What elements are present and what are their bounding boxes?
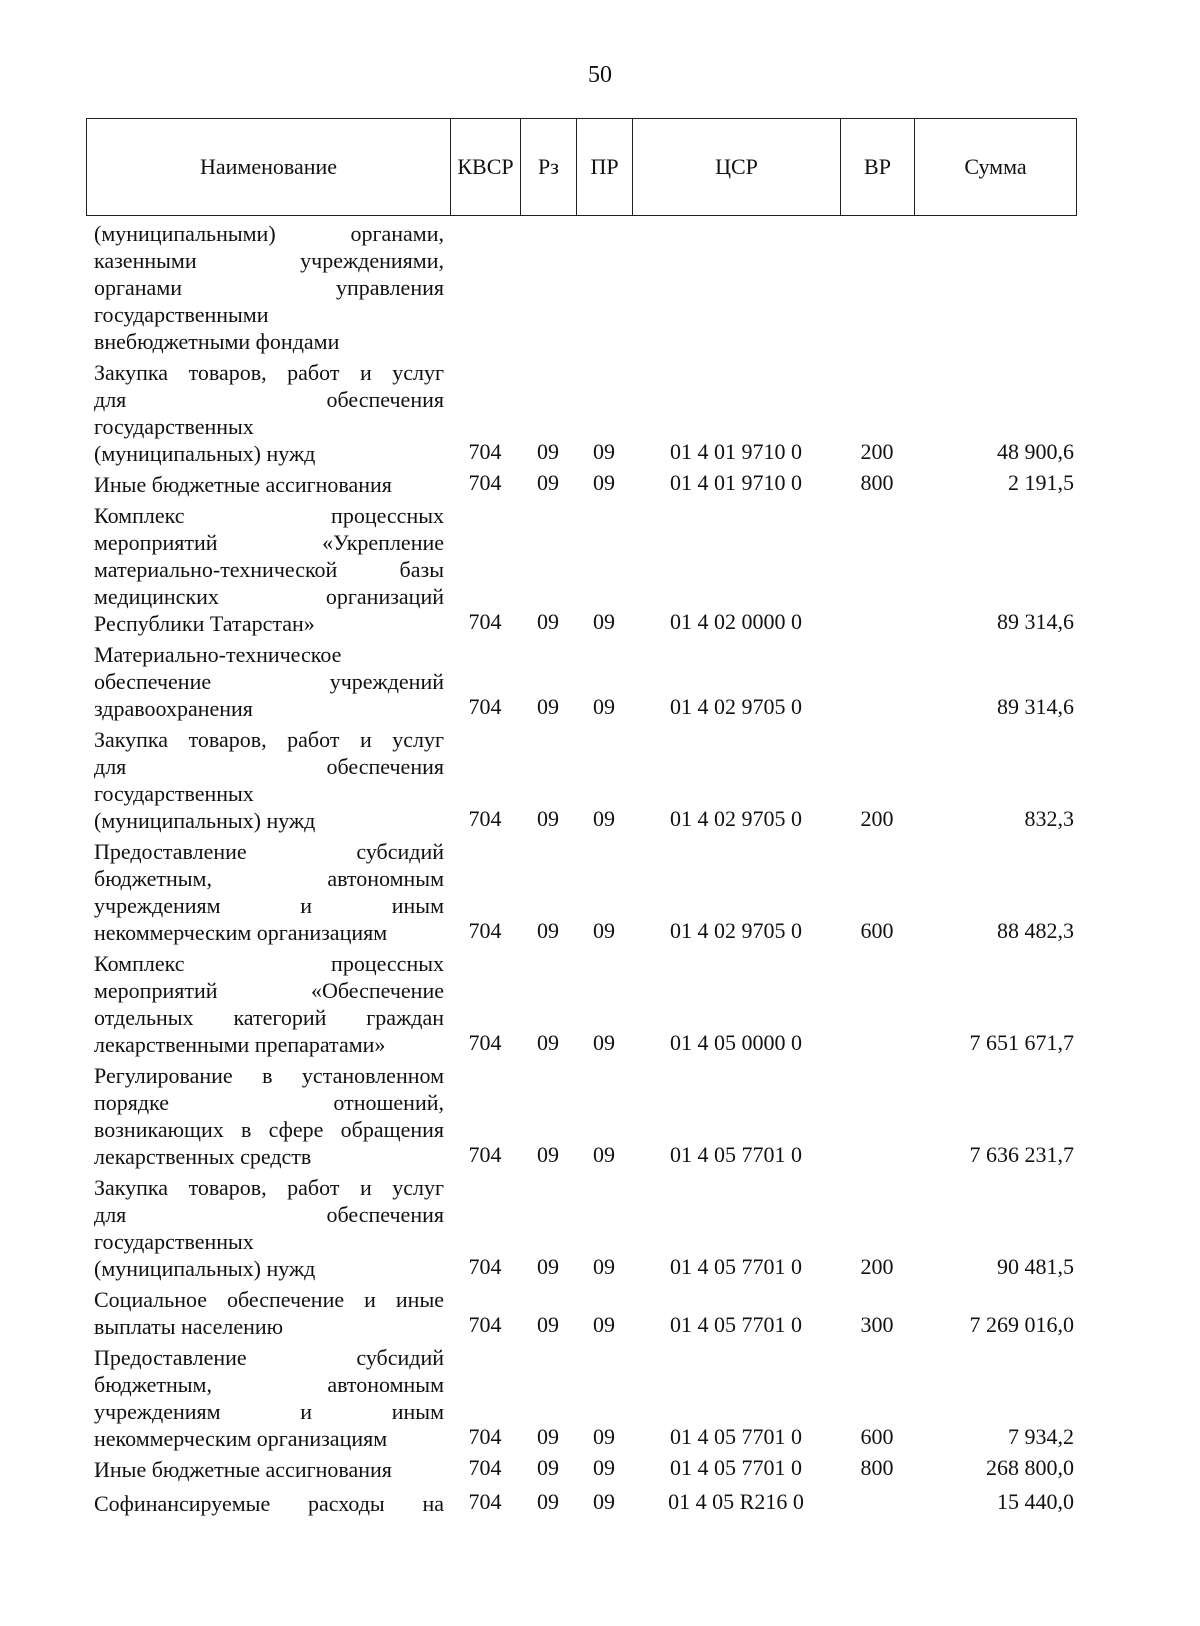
row-name-line: Регулирование в установленном xyxy=(94,1063,444,1088)
row-name xyxy=(86,1172,450,1284)
column-header-sum: Сумма xyxy=(915,119,1077,216)
table-header xyxy=(86,118,1077,216)
table-row xyxy=(86,836,1076,948)
row-csr: 01 4 02 0000 0 xyxy=(670,609,802,634)
row-rz: 09 xyxy=(537,1030,559,1055)
row-name-line: Материально-техническое xyxy=(94,642,342,667)
row-name xyxy=(86,639,450,724)
row-pr: 09 xyxy=(593,806,615,831)
row-rz: 09 xyxy=(537,1254,559,1279)
row-name-line: Софинансируемые расходы на xyxy=(94,1491,444,1516)
column-header-vr: ВР xyxy=(841,119,915,216)
row-name-line: здравоохранения xyxy=(94,696,253,721)
row-name-line: материально-технической базы xyxy=(94,557,444,582)
row-name xyxy=(86,1060,450,1172)
row-rz: 09 xyxy=(537,1489,559,1514)
row-sum: 15 440,0 xyxy=(997,1489,1074,1514)
row-csr: 01 4 05 7701 0 xyxy=(670,1424,802,1449)
table-row xyxy=(86,1284,1076,1342)
row-kvsr: 704 xyxy=(468,609,502,634)
row-name xyxy=(86,1284,450,1342)
row-sum: 7 269 016,0 xyxy=(969,1312,1074,1337)
row-name-line: органами управления xyxy=(94,275,444,300)
row-rz: 09 xyxy=(537,694,559,719)
row-name xyxy=(86,724,450,836)
row-name-line: Иные бюджетные ассигнования xyxy=(94,472,392,497)
row-rz: 09 xyxy=(537,609,559,634)
row-vr: 300 xyxy=(860,1312,894,1337)
row-name-line: учреждениям и иным xyxy=(94,893,444,918)
row-pr: 09 xyxy=(593,1455,615,1480)
row-name-line: лекарственными препаратами» xyxy=(94,1032,386,1057)
row-sum: 89 314,6 xyxy=(997,694,1074,719)
row-csr: 01 4 05 7701 0 xyxy=(670,1312,802,1337)
row-name-line: отдельных категорий граждан xyxy=(94,1005,444,1030)
row-rz: 09 xyxy=(537,918,559,943)
row-csr: 01 4 02 9705 0 xyxy=(670,918,802,943)
row-name xyxy=(86,948,450,1060)
row-pr: 09 xyxy=(593,694,615,719)
row-kvsr: 704 xyxy=(468,1142,502,1167)
row-name-line: бюджетным, автономным xyxy=(94,1372,444,1397)
row-name-line: для обеспечения xyxy=(94,1202,444,1227)
row-pr: 09 xyxy=(593,1489,615,1514)
row-name-line: порядке отношений, xyxy=(94,1090,444,1115)
row-pr: 09 xyxy=(593,470,615,495)
table-row xyxy=(86,469,1076,500)
row-sum: 7 636 231,7 xyxy=(969,1142,1074,1167)
row-sum: 88 482,3 xyxy=(997,918,1074,943)
column-header-kvsr: КВСР xyxy=(451,119,521,216)
row-sum: 90 481,5 xyxy=(997,1254,1074,1279)
row-name xyxy=(86,357,450,469)
row-sum: 7 651 671,7 xyxy=(969,1030,1074,1055)
row-kvsr: 704 xyxy=(468,918,502,943)
table-row xyxy=(86,1342,1076,1454)
row-name-line: внебюджетными фондами xyxy=(94,329,340,354)
row-pr: 09 xyxy=(593,918,615,943)
row-name-line: бюджетным, автономным xyxy=(94,866,444,891)
row-csr: 01 4 05 7701 0 xyxy=(670,1254,802,1279)
row-pr: 09 xyxy=(593,1424,615,1449)
row-name-line: (муниципальных) нужд xyxy=(94,808,316,833)
row-name-line: Комплекс процессных xyxy=(94,503,444,528)
row-name xyxy=(86,1485,450,1519)
row-csr: 01 4 02 9705 0 xyxy=(670,694,802,719)
row-name-line: государственными xyxy=(94,302,269,327)
row-name-line: некоммерческим организациям xyxy=(94,920,388,945)
row-vr xyxy=(840,1485,914,1519)
row-vr: 600 xyxy=(860,918,894,943)
row-name-line: для обеспечения xyxy=(94,387,444,412)
row-pr: 09 xyxy=(593,609,615,634)
row-sum xyxy=(914,218,1076,357)
row-pr: 09 xyxy=(593,439,615,464)
row-name-line: Предоставление субсидий xyxy=(94,1345,444,1370)
row-pr xyxy=(576,218,632,357)
row-sum: 48 900,6 xyxy=(997,439,1074,464)
row-name-line: Социальное обеспечение и иные xyxy=(94,1287,444,1312)
row-vr xyxy=(840,218,914,357)
row-name-line: казенными учреждениями, xyxy=(94,248,444,273)
row-name xyxy=(86,1342,450,1454)
row-pr: 09 xyxy=(593,1254,615,1279)
row-kvsr: 704 xyxy=(468,1312,502,1337)
row-kvsr: 704 xyxy=(468,1254,502,1279)
row-vr xyxy=(840,500,914,639)
row-name-line: медицинских организаций xyxy=(94,584,444,609)
row-vr: 800 xyxy=(860,470,894,495)
column-header-name: Наименование xyxy=(87,119,451,216)
table-row xyxy=(86,1060,1076,1172)
row-name-line: возникающих в сфере обращения xyxy=(94,1117,444,1142)
row-name-line: (муниципальных) нужд xyxy=(94,441,316,466)
row-name xyxy=(86,469,450,500)
row-name-line: мероприятий «Обеспечение xyxy=(94,978,444,1003)
table-row xyxy=(86,1172,1076,1284)
column-header-pr: ПР xyxy=(577,119,633,216)
row-name-line: лекарственных средств xyxy=(94,1144,312,1169)
row-sum: 7 934,2 xyxy=(1008,1424,1074,1449)
row-csr: 01 4 05 0000 0 xyxy=(670,1030,802,1055)
row-kvsr: 704 xyxy=(468,1030,502,1055)
table-row xyxy=(86,1485,1076,1519)
row-name-line: Республики Татарстан» xyxy=(94,611,315,636)
row-name-line: государственных xyxy=(94,414,254,439)
row-kvsr: 704 xyxy=(468,1424,502,1449)
row-vr xyxy=(840,1060,914,1172)
row-kvsr xyxy=(450,218,520,357)
row-vr: 200 xyxy=(860,1254,894,1279)
row-pr: 09 xyxy=(593,1142,615,1167)
row-vr: 200 xyxy=(860,806,894,831)
row-name-line: выплаты населению xyxy=(94,1314,284,1339)
budget-table-body xyxy=(86,218,1076,1519)
row-name xyxy=(86,500,450,639)
table-row xyxy=(86,639,1076,724)
row-rz: 09 xyxy=(537,1424,559,1449)
row-kvsr: 704 xyxy=(468,1455,502,1480)
row-csr: 01 4 01 9710 0 xyxy=(670,470,802,495)
row-name-line: обеспечение учреждений xyxy=(94,669,444,694)
row-name-line: государственных xyxy=(94,781,254,806)
row-rz xyxy=(520,218,576,357)
row-kvsr: 704 xyxy=(468,439,502,464)
row-sum: 2 191,5 xyxy=(1008,470,1074,495)
row-name-line: Закупка товаров, работ и услуг xyxy=(94,727,444,752)
row-name-line: (муниципальными) органами, xyxy=(94,221,444,246)
row-pr: 09 xyxy=(593,1030,615,1055)
row-name-line: для обеспечения xyxy=(94,754,444,779)
row-vr: 200 xyxy=(860,439,894,464)
table-row xyxy=(86,218,1076,357)
row-rz: 09 xyxy=(537,1455,559,1480)
page-number: 50 xyxy=(588,62,612,88)
row-name-line: Иные бюджетные ассигнования xyxy=(94,1457,392,1482)
table-row xyxy=(86,724,1076,836)
row-kvsr: 704 xyxy=(468,806,502,831)
row-sum: 89 314,6 xyxy=(997,609,1074,634)
row-rz: 09 xyxy=(537,1142,559,1167)
table-row xyxy=(86,500,1076,639)
table-row xyxy=(86,357,1076,469)
row-name-line: Комплекс процессных xyxy=(94,951,444,976)
row-csr: 01 4 05 7701 0 xyxy=(670,1142,802,1167)
row-name-line: учреждениям и иным xyxy=(94,1399,444,1424)
row-name xyxy=(86,836,450,948)
row-name xyxy=(86,218,450,357)
row-kvsr: 704 xyxy=(468,694,502,719)
row-rz: 09 xyxy=(537,806,559,831)
row-vr: 600 xyxy=(860,1424,894,1449)
row-vr xyxy=(840,639,914,724)
row-rz: 09 xyxy=(537,439,559,464)
row-pr: 09 xyxy=(593,1312,615,1337)
row-name-line: (муниципальных) нужд xyxy=(94,1256,316,1281)
row-csr: 01 4 02 9705 0 xyxy=(670,806,802,831)
row-name-line: государственных xyxy=(94,1229,254,1254)
row-name-line: некоммерческим организациям xyxy=(94,1426,388,1451)
table-row xyxy=(86,1454,1076,1485)
row-vr: 800 xyxy=(860,1455,894,1480)
row-name-line: Закупка товаров, работ и услуг xyxy=(94,360,444,385)
row-sum: 268 800,0 xyxy=(986,1455,1074,1480)
row-csr: 01 4 01 9710 0 xyxy=(670,439,802,464)
row-kvsr: 704 xyxy=(468,1489,502,1514)
column-header-rz: Рз xyxy=(521,119,577,216)
row-rz: 09 xyxy=(537,470,559,495)
row-rz: 09 xyxy=(537,1312,559,1337)
row-vr xyxy=(840,948,914,1060)
row-name-line: Закупка товаров, работ и услуг xyxy=(94,1175,444,1200)
row-kvsr: 704 xyxy=(468,470,502,495)
row-name xyxy=(86,1454,450,1485)
row-csr: 01 4 05 7701 0 xyxy=(670,1455,802,1480)
row-csr: 01 4 05 R216 0 xyxy=(668,1489,804,1514)
row-csr xyxy=(632,218,840,357)
row-name-line: мероприятий «Укрепление xyxy=(94,530,444,555)
column-header-csr: ЦСР xyxy=(633,119,841,216)
row-sum: 832,3 xyxy=(1024,806,1074,831)
row-name-line: Предоставление субсидий xyxy=(94,839,444,864)
table-row xyxy=(86,948,1076,1060)
